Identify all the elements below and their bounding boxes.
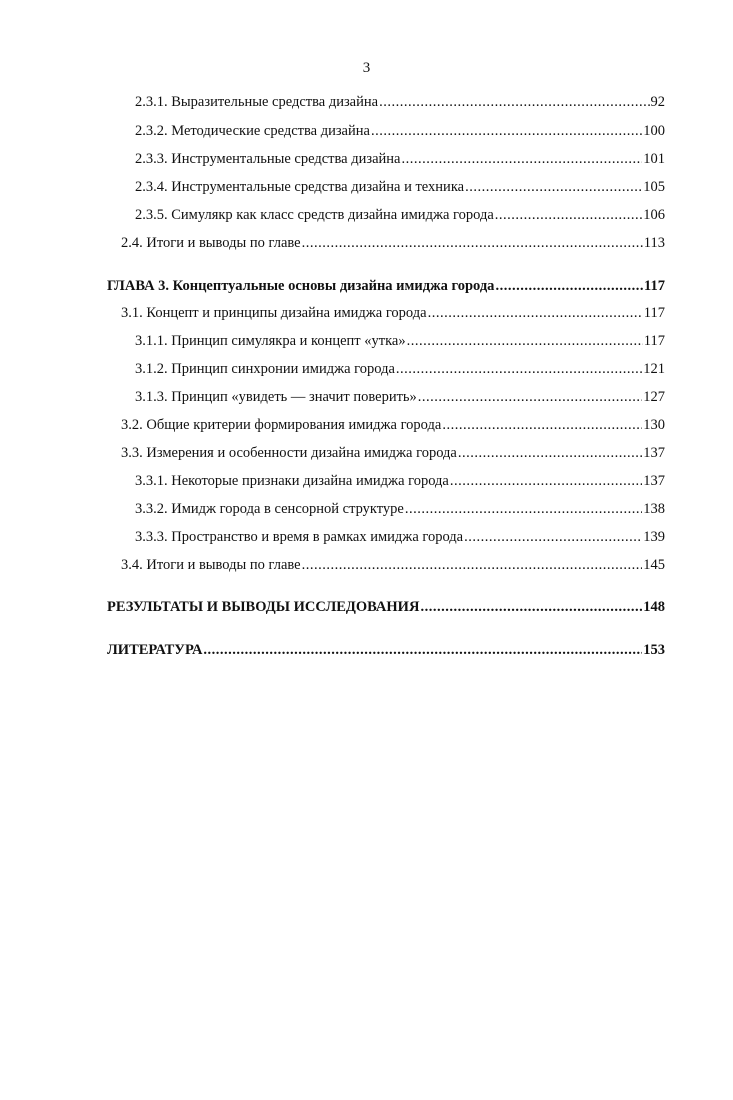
toc-entry-title: ГЛАВА 3. Концептуальные основы дизайна имиджа города [107,278,495,294]
toc-entry-title: 3.1. Концепт и принципы дизайна имиджа города [121,305,427,321]
dot-leader [405,500,642,518]
toc-entry-title: РЕЗУЛЬТАТЫ И ВЫВОДЫ ИССЛЕДОВАНИЯ [107,599,420,615]
toc-entry-title: 2.3.4. Инструментальные средства дизайна и техника [135,179,465,195]
toc-entry-page: 92 [650,94,665,110]
toc-entry-page: 139 [643,529,665,545]
toc-entry-title: ЛИТЕРАТУРА [107,642,203,658]
toc-entry-2-4[interactable] [121,234,665,252]
toc-entry-title: 2.3.1. Выразительные средства дизайна [135,94,379,110]
toc-entry-title: 2.3.3. Инструментальные средства дизайна [135,151,401,167]
dot-leader [465,178,642,196]
dot-leader [458,444,642,462]
toc-entry-2-3-1[interactable] [135,93,665,111]
dot-leader [495,277,643,295]
toc-entry-page: 117 [644,278,665,294]
toc-entry-title: 3.1.2. Принцип синхронии имиджа города [135,361,395,377]
toc-entry-3-1-1[interactable] [135,332,665,350]
toc-entry-title: 3.1.3. Принцип «увидеть — значит поверить» [135,389,417,405]
toc-entry-2-3-4[interactable] [135,178,665,196]
dot-leader [371,122,642,140]
toc-entry-3-3[interactable] [121,444,665,462]
toc-entry-title: 3.3.2. Имидж города в сенсорной структуре [135,501,404,517]
toc-entry-title: 3.4. Итоги и выводы по главе [121,557,301,573]
toc-entry-2-3-5[interactable] [135,206,665,224]
toc-entry-page: 127 [643,389,665,405]
toc-entry-page: 121 [643,361,665,377]
toc-entry-results[interactable] [107,598,665,616]
toc-entry-page: 137 [643,473,665,489]
toc-entry-page: 148 [643,599,665,615]
dot-leader [464,528,642,546]
toc-entry-title: 2.4. Итоги и выводы по главе [121,235,301,251]
toc-entry-page: 138 [643,501,665,517]
toc-entry-title: 3.3.1. Некоторые признаки дизайна имиджа города [135,473,449,489]
toc-entry-page: 105 [643,179,665,195]
toc-entry-2-3-3[interactable] [135,150,665,168]
toc-entry-3-4[interactable] [121,556,665,574]
dot-leader [302,234,643,252]
toc-entry-title: 3.2. Общие критерии формирования имиджа города [121,417,442,433]
toc-entry-page: 137 [643,445,665,461]
toc-entry-page: 130 [643,417,665,433]
toc-entry-page: 117 [643,305,665,321]
toc-entry-page: 106 [643,207,665,223]
toc-entry-3-3-2[interactable] [135,500,665,518]
toc-entry-3-2[interactable] [121,416,665,434]
dot-leader [379,93,649,111]
page-number: 3 [362,60,371,76]
toc-entry-page: 100 [643,123,665,139]
dot-leader [428,304,643,322]
dot-leader [418,388,642,406]
dot-leader [420,598,642,616]
toc-entry-title: 3.3. Измерения и особенности дизайна имиджа города [121,445,457,461]
dot-leader [401,150,642,168]
toc-entry-page: 153 [643,642,665,658]
toc-entry-3-1-3[interactable] [135,388,665,406]
toc-entry-3-3-1[interactable] [135,472,665,490]
toc-entry-page: 113 [643,235,665,251]
toc-entry-literature[interactable] [107,641,665,659]
toc-entry-title: 3.3.3. Пространство и время в рамках имиджа города [135,529,464,545]
toc-entry-page: 145 [643,557,665,573]
toc-entry-page: 101 [643,151,665,167]
dot-leader [442,416,642,434]
toc-entry-title: 2.3.5. Симулякр как класс средств дизайна имиджа города [135,207,494,223]
toc-entry-2-3-2[interactable] [135,122,665,140]
dot-leader [495,206,642,224]
toc-entry-3-3-3[interactable] [135,528,665,546]
toc-entry-3-1[interactable] [121,304,665,322]
dot-leader [407,332,643,350]
dot-leader [203,641,642,659]
toc-entry-title: 3.1.1. Принцип симулякра и концепт «утка» [135,333,406,349]
toc-entry-chapter-3[interactable] [107,277,665,295]
toc-entry-page: 117 [643,333,665,349]
dot-leader [302,556,643,574]
dot-leader [450,472,642,490]
dot-leader [396,360,642,378]
toc-entry-title: 2.3.2. Методические средства дизайна [135,123,370,139]
toc-entry-3-1-2[interactable] [135,360,665,378]
